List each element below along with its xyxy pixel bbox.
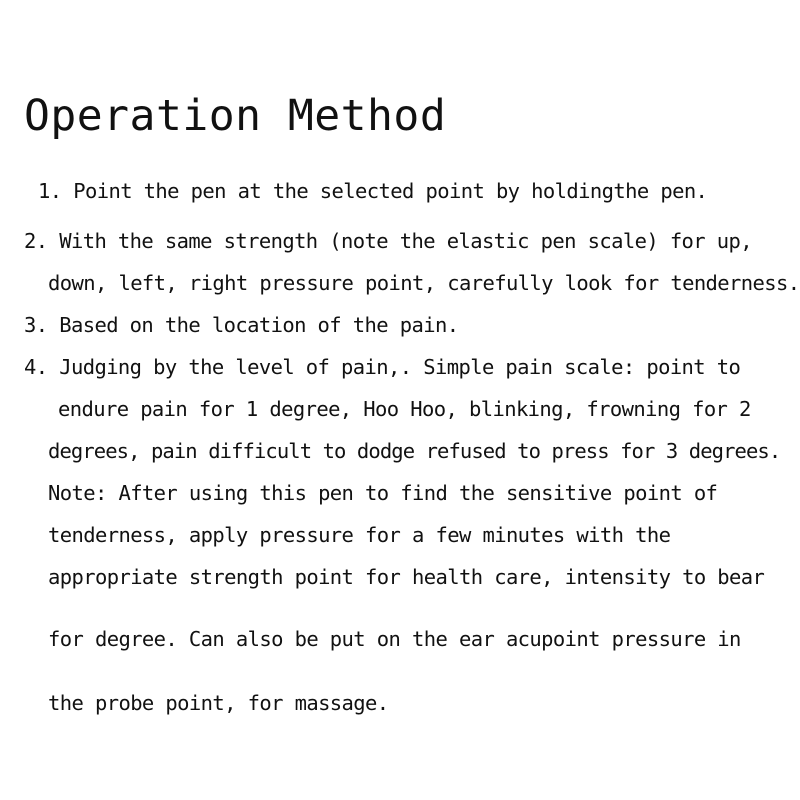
step-4-continuation: degrees, pain difficult to dodge refused to press for 3 degrees. [48, 439, 781, 463]
step-2-continuation: down, left, right pressure point, carefully look for tenderness. [48, 271, 800, 295]
note-continuation: for degree. Can also be put on the ear acupoint pressure in [48, 627, 741, 651]
note-continuation: appropriate strength point for health care, intensity to bear [48, 565, 765, 589]
step-4-line: 4. Judging by the level of pain,. Simple pain scale: point to [24, 355, 741, 379]
step-3-line: 3. Based on the location of the pain. [24, 313, 459, 337]
step-1-line: 1. Point the pen at the selected point by holdingthe pen. [38, 179, 708, 203]
note-continuation: tenderness, apply pressure for a few minutes with the [48, 523, 671, 547]
note-line: Note: After using this pen to find the sensitive point of [48, 481, 718, 505]
step-4-continuation: endure pain for 1 degree, Hoo Hoo, blinking, frowning for 2 [58, 397, 751, 421]
step-2-line: 2. With the same strength (note the elastic pen scale) for up, [24, 229, 753, 253]
note-continuation: the probe point, for massage. [48, 691, 389, 715]
page-title: Operation Method [24, 91, 447, 141]
